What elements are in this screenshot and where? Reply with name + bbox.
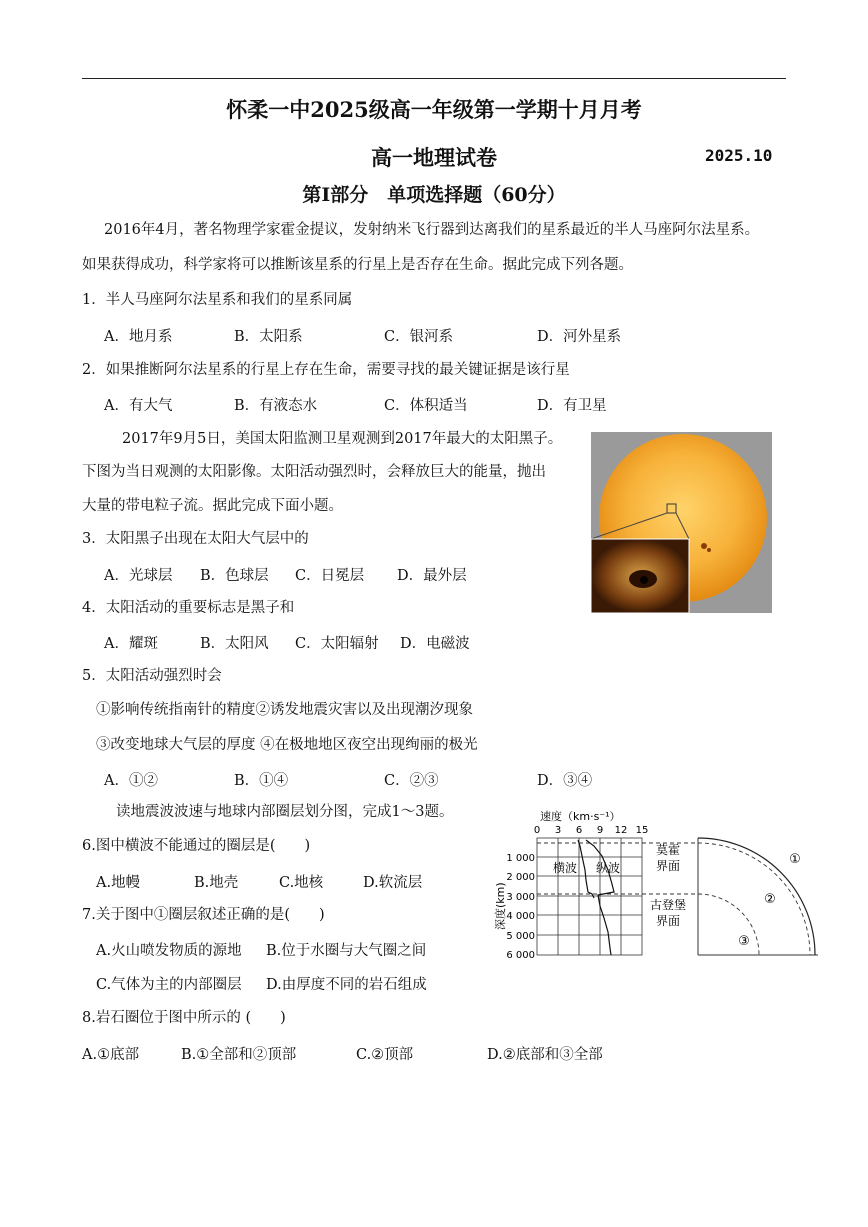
seismic-diagram [490, 808, 820, 970]
speed-tick-6: 6 [575, 825, 583, 836]
q3-option-a[interactable]: A．光球层 [104, 568, 173, 584]
q5-option-b[interactable]: B．①④ [234, 773, 289, 789]
q8-stem: 8.岩石圈位于图中所示的 ( ) [82, 1010, 286, 1026]
q4-option-c[interactable]: C．太阳辐射 [295, 636, 379, 652]
q7-option-a[interactable]: A.火山喷发物质的源地 [96, 943, 242, 959]
q8-option-d[interactable]: D.②底部和③全部 [487, 1047, 603, 1063]
q2-option-b[interactable]: B．有液态水 [234, 398, 318, 414]
passage1-line1: 2016年4月，著名物理学家霍金提议，发射纳米飞行器到达离我们的星系最近的半人马座阿尔法星系。 [104, 222, 760, 238]
passage2-line1: 2017年9月5日，美国太阳监测卫星观测到2017年最大的太阳黑子。 [122, 431, 563, 447]
speed-axis-label: 速度（km·s⁻¹） [540, 810, 621, 823]
q8-option-b[interactable]: B.①全部和②顶部 [181, 1047, 297, 1063]
q3-option-c[interactable]: C．日冕层 [295, 568, 365, 584]
q6-option-a[interactable]: A.地幔 [96, 875, 141, 891]
layer-label-3: ③ [738, 934, 750, 949]
q7-stem: 7.关于图中①圈层叙述正确的是( ) [82, 907, 325, 923]
sun-illustration [591, 432, 772, 613]
layer-label-2: ② [764, 892, 776, 907]
passage1-line2: 如果获得成功，科学家将可以推断该星系的行星上是否存在生命。据此完成下列各题。 [82, 257, 633, 273]
depth-tick-3000: 3 000 [506, 892, 535, 903]
speed-tick-9: 9 [596, 825, 604, 836]
gutenberg-label-1: 古登堡 [650, 898, 687, 912]
velocity-grid [537, 838, 642, 955]
q3-option-b[interactable]: B．色球层 [200, 568, 269, 584]
depth-tick-2000: 2 000 [506, 872, 535, 883]
q2-stem: 2．如果推断阿尔法星系的行星上存在生命，需要寻找的最关键证据是该行星 [82, 362, 570, 378]
sun-image [591, 432, 772, 613]
q1-stem: 1．半人马座阿尔法星系和我们的星系同属 [82, 292, 353, 308]
speed-tick-15: 15 [635, 825, 649, 836]
moho-label-2: 界面 [656, 859, 681, 873]
depth-axis-label: 深度(km) [494, 882, 507, 930]
s-wave-curve [578, 840, 594, 898]
layer-label-1: ① [789, 852, 801, 867]
p-wave-label: 纵波 [596, 861, 621, 875]
q3-stem: 3．太阳黑子出现在太阳大气层中的 [82, 531, 309, 547]
q4-option-d[interactable]: D．电磁波 [400, 636, 470, 652]
q5-stem: 5．太阳活动强烈时会 [82, 668, 222, 684]
sunspot-core [640, 576, 648, 584]
q4-option-b[interactable]: B．太阳风 [200, 636, 269, 652]
speed-tick-12: 12 [614, 825, 628, 836]
sunspot-2 [707, 548, 711, 552]
q6-option-b[interactable]: B.地壳 [194, 875, 239, 891]
q1-option-d[interactable]: D．河外星系 [537, 329, 622, 345]
exam-date: 2025.10 [705, 146, 773, 165]
depth-tick-5000: 5 000 [506, 931, 535, 942]
q2-option-c[interactable]: C．体积适当 [384, 398, 468, 414]
q1-option-a[interactable]: A．地月系 [104, 329, 173, 345]
q7-option-d[interactable]: D.由厚度不同的岩石组成 [266, 977, 427, 993]
speed-tick-0: 0 [533, 825, 541, 836]
q5-option-a[interactable]: A．①② [104, 773, 158, 789]
q5-option-c[interactable]: C．②③ [384, 773, 439, 789]
q4-stem: 4．太阳活动的重要标志是黑子和 [82, 600, 295, 616]
q2-option-d[interactable]: D．有卫星 [537, 398, 607, 414]
gutenberg-label-2: 界面 [656, 914, 681, 928]
q6-option-d[interactable]: D.软流层 [363, 875, 423, 891]
seismic-wave-svg [490, 808, 820, 970]
paper-title: 高一地理试卷 [371, 145, 497, 170]
q5-items-line1: ①影响传统指南针的精度②诱发地震灾害以及出现潮汐现象 [96, 702, 473, 718]
q5-option-d[interactable]: D．③④ [537, 773, 593, 789]
q1-option-c[interactable]: C．银河系 [384, 329, 454, 345]
q6-option-c[interactable]: C.地核 [279, 875, 324, 891]
speed-tick-3: 3 [554, 825, 562, 836]
depth-tick-6000: 6 000 [506, 950, 535, 961]
q7-option-b[interactable]: B.位于水圈与大气圈之间 [266, 943, 427, 959]
sunspot-1 [701, 543, 707, 549]
moho-label-1: 莫霍 [656, 843, 681, 857]
passage2-line2: 下图为当日观测的太阳影像。太阳活动强烈时，会释放巨大的能量，抛出 [82, 464, 546, 480]
depth-tick-4000: 4 000 [506, 911, 535, 922]
section-title: 第Ⅰ部分 单项选择题（60分） [302, 184, 566, 206]
q5-items-line2: ③改变地球大气层的厚度 ④在极地地区夜空出现绚丽的极光 [96, 737, 478, 753]
header-rule [82, 78, 786, 79]
q1-option-b[interactable]: B．太阳系 [234, 329, 303, 345]
q6-stem: 6.图中横波不能通过的圈层是( ) [82, 838, 311, 854]
depth-tick-1000: 1 000 [506, 853, 535, 864]
q8-option-c[interactable]: C.②顶部 [356, 1047, 414, 1063]
q3-option-d[interactable]: D．最外层 [397, 568, 467, 584]
s-wave-label: 横波 [553, 861, 578, 875]
passage3-line1: 读地震波波速与地球内部圈层划分图，完成1～3题。 [116, 804, 454, 820]
q8-option-a[interactable]: A.①底部 [82, 1047, 140, 1063]
q2-option-a[interactable]: A．有大气 [104, 398, 173, 414]
q7-option-c[interactable]: C.气体为主的内部圈层 [96, 977, 242, 993]
q4-option-a[interactable]: A．耀斑 [104, 636, 158, 652]
passage2-line3: 大量的带电粒子流。据此完成下面小题。 [82, 498, 343, 514]
gutenberg-arc [698, 894, 759, 955]
school-title: 怀柔一中2025级高一年级第一学期十月月考 [226, 97, 642, 122]
